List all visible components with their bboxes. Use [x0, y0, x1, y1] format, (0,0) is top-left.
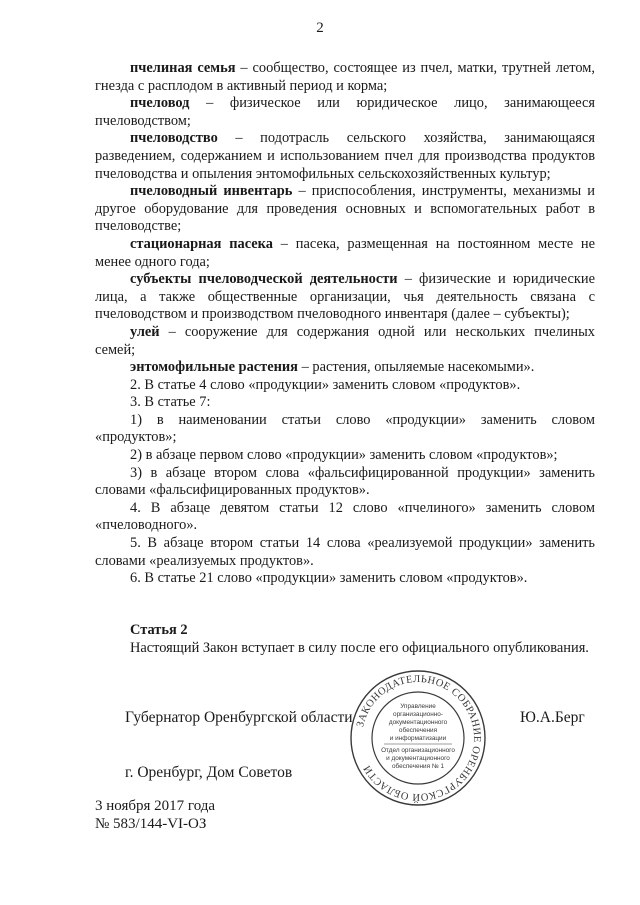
definition-term: энтомофильные растения — [130, 359, 298, 376]
official-seal — [348, 668, 488, 808]
definition-paragraph — [95, 236, 595, 271]
definition-paragraph — [95, 95, 595, 130]
signatory-position: Губернатор Оренбургской области — [125, 709, 353, 726]
definition-term: пчелиная семья — [130, 60, 236, 76]
definition-text: – физические и юридические лица, а также общественные организации, чья деятельность связана с пчеловодством и производством пчеловодного инвентаря (далее – субъекты); — [95, 271, 595, 323]
definition-term: стационарная пасека — [130, 235, 273, 252]
definition-text: – приспособления, инструменты, механизмы и другое оборудование для проведения основных и вспомогательных работ в пчеловодстве; — [95, 183, 595, 235]
definition-term: пчеловод — [130, 95, 190, 112]
definition-text: – сооружение для содержания одной или нескольких пчелиных семей; — [95, 323, 595, 358]
definition-paragraph — [95, 271, 595, 324]
seal-inner-line: обеспечения — [398, 727, 438, 734]
amendment-item: 1) в наименовании статьи слово «продукции» заменить словом «продуктов»; — [95, 411, 595, 446]
document-body — [95, 60, 595, 588]
amendment-item: 3) в абзаце втором слова «фальсифицированной продукции» заменить словами «фальсифицированных продуктов». — [95, 464, 595, 499]
definition-paragraph — [95, 60, 595, 95]
article-2 — [95, 622, 595, 657]
definition-term: пчеловодный инвентарь — [130, 183, 293, 200]
seal-inner-line: и документационного — [386, 755, 450, 762]
definition-paragraph — [95, 183, 595, 236]
document-number: № 583/144-VI-ОЗ — [95, 816, 207, 832]
signing-date: 3 ноября 2017 года — [95, 798, 216, 814]
seal-inner-line: документационного — [388, 719, 448, 726]
page-number: 2 — [316, 20, 324, 36]
amendment-item: 5. В абзаце втором статьи 14 слова «реализуемой продукции» заменить словами «реализуемых продуктов». — [95, 535, 595, 569]
definition-text: – растения, опыляемые насекомыми». — [297, 359, 535, 376]
definition-paragraph — [95, 130, 595, 183]
definition-paragraph — [95, 359, 595, 377]
amendment-item: 6. В статье 21 слово «продукции» заменить словом «продуктов». — [130, 570, 528, 587]
amendment-item: 4. В абзаце девятом статьи 12 слово «пчелиного» заменить словом «пчеловодного». — [95, 499, 595, 534]
definition-text: – подотрасль сельского хозяйства, занимающаяся разведением, содержанием и использованием пчел для производства продуктов пчеловодства и опыления энтомофильных сельскохозяйственных культур; — [95, 130, 595, 182]
definition-text: – физическое или юридическое лицо, занимающееся пчеловодством; — [95, 95, 595, 129]
seal-inner-line: организационно- — [393, 711, 443, 718]
amendment-item: 3. В статье 7: — [130, 394, 211, 411]
article-text: Настоящий Закон вступает в силу после его официального опубликования. — [130, 639, 589, 656]
seal-inner-line: Управление — [400, 703, 436, 710]
definition-term: субъекты пчеловодческой деятельности — [130, 271, 398, 288]
seal-inner-line: и информатизации — [389, 735, 447, 742]
definition-term: пчеловодство — [130, 130, 218, 147]
seal-ring-text: ЗАКОНОДАТЕЛЬНОЕ СОБРАНИЕ ОРЕНБУРГСКОЙ ОБЛАСТИ — [355, 673, 483, 803]
seal-inner-line: Отдел организационного — [381, 747, 455, 754]
amendment-item: 2) в абзаце первом слово «продукции» заменить словом «продуктов»; — [130, 447, 558, 464]
amendment-item: 2. В статье 4 слово «продукции» заменить словом «продуктов». — [130, 376, 521, 393]
seal-inner-line: обеспечения № 1 — [391, 763, 445, 770]
definition-text: – пасека, размещенная на постоянном месте не менее одного года; — [95, 235, 596, 270]
article-heading: Статья 2 — [130, 622, 188, 638]
definition-paragraph — [95, 324, 595, 359]
signing-place: г. Оренбург, Дом Советов — [125, 764, 293, 781]
definition-text: – сообщество, состоящее из пчел, матки, трутней летом, гнезда с расплодом в активный период и корма; — [95, 60, 595, 94]
signatory-name: Ю.А.Берг — [520, 709, 585, 726]
definition-term: улей — [130, 323, 160, 340]
